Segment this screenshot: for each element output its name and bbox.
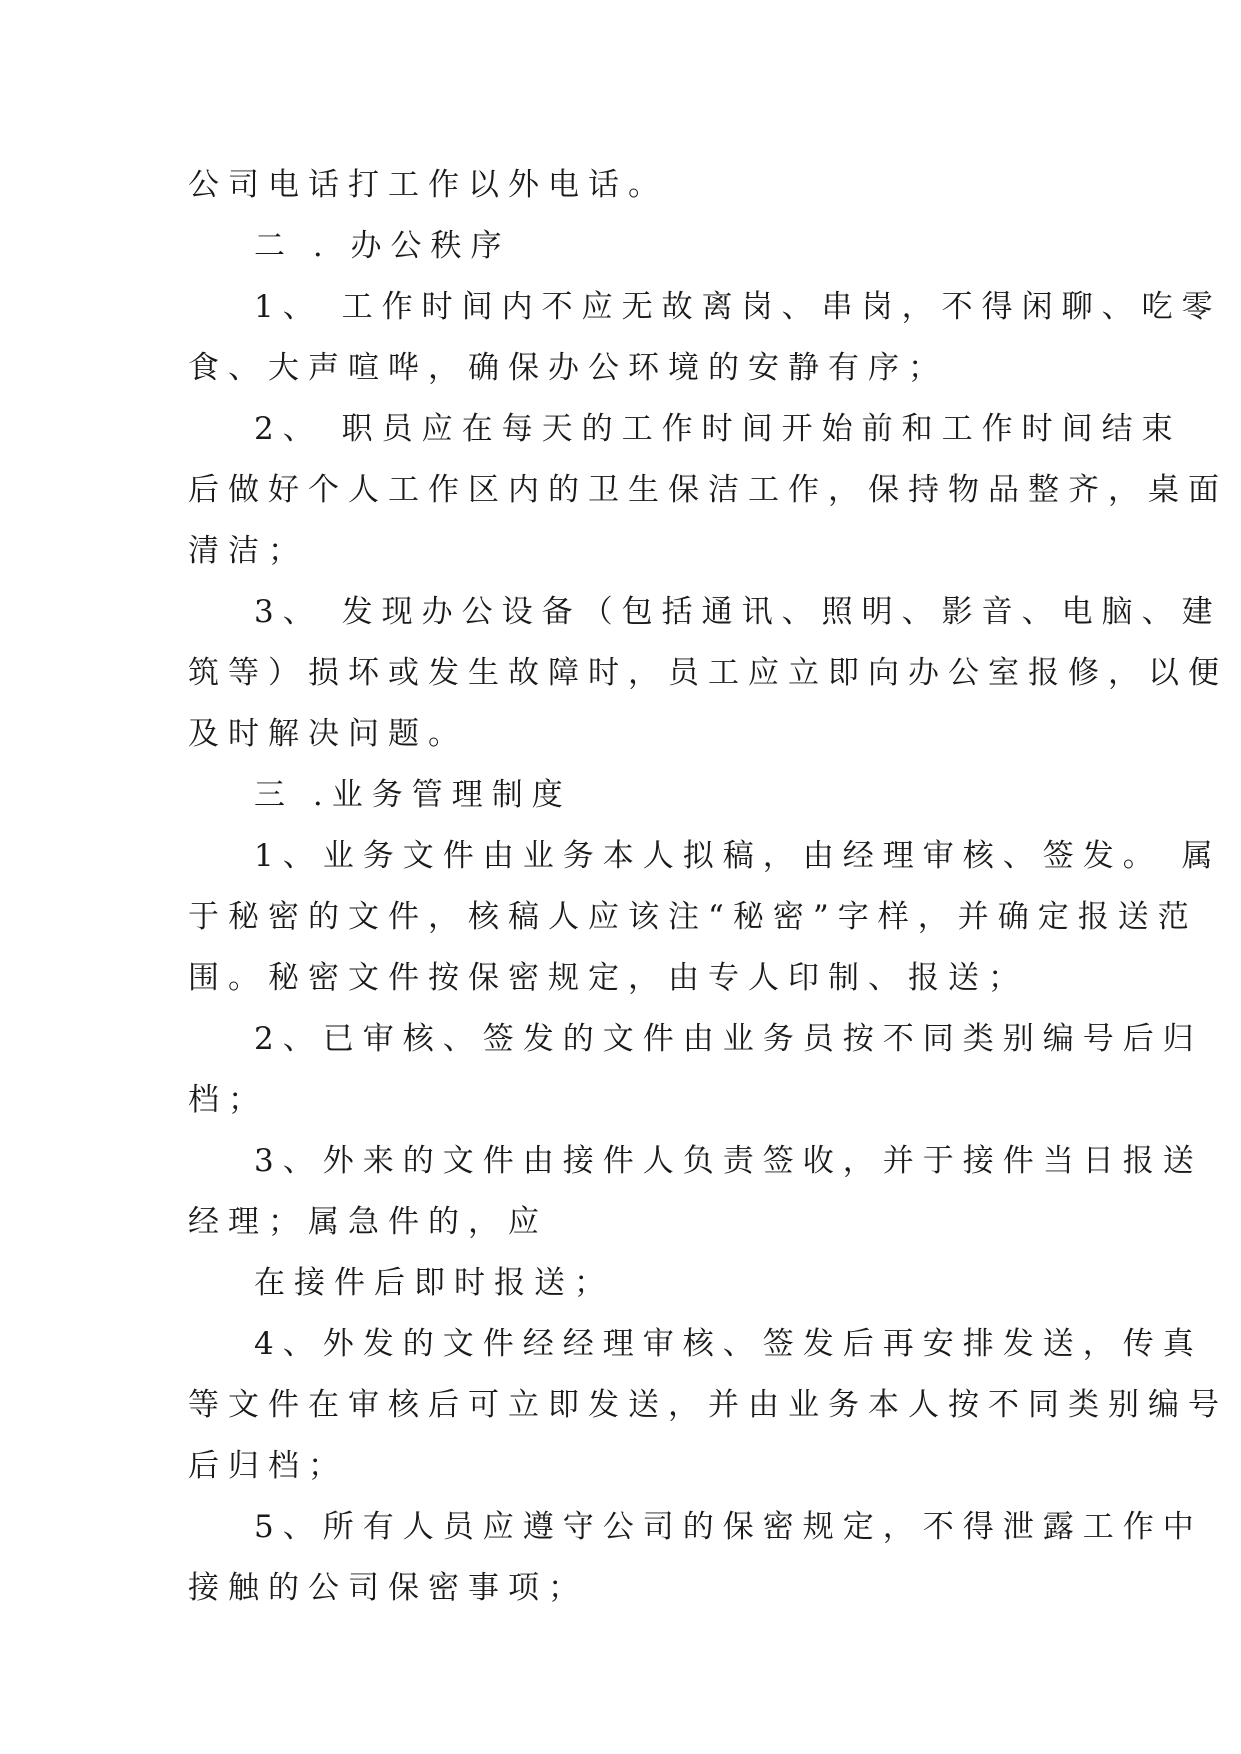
text-line: 1、 工作时间内不应无故离岗、串岗，不得闲聊、吃零 bbox=[254, 289, 1222, 325]
text-line: 后归档； bbox=[188, 1448, 348, 1484]
text-line: 等文件在审核后可立即发送，并由业务本人按不同类别编号 bbox=[188, 1387, 1228, 1423]
text-line: 围。秘密文件按保密规定，由专人印制、报送； bbox=[188, 960, 1028, 996]
section-heading: 二 . 办公秩序 bbox=[254, 228, 511, 264]
text-line: 5、所有人员应遵守公司的保密规定，不得泄露工作中 bbox=[254, 1509, 1203, 1545]
text-line: 及时解决问题。 bbox=[188, 716, 468, 752]
text-line: 接触的公司保密事项； bbox=[188, 1570, 588, 1606]
text-line: 2、 职员应在每天的工作时间开始前和工作时间结束 bbox=[254, 411, 1182, 447]
text-line: 1、业务文件由业务本人拟稿，由经理审核、签发。 属 bbox=[254, 838, 1222, 874]
text-line: 4、外发的文件经经理审核、签发后再安排发送，传真 bbox=[254, 1326, 1203, 1362]
text-line: 于秘密的文件，核稿人应该注“秘密”字样，并确定报送范 bbox=[188, 899, 1198, 935]
text-line: 3、 发现办公设备（包括通讯、照明、影音、电脑、建 bbox=[254, 594, 1222, 630]
text-line: 档； bbox=[188, 1082, 268, 1118]
text-line: 清洁； bbox=[188, 533, 308, 569]
text-line: 筑等）损坏或发生故障时，员工应立即向办公室报修，以便 bbox=[188, 655, 1228, 691]
section-heading: 三 .业务管理制度 bbox=[254, 777, 572, 813]
text-line: 后做好个人工作区内的卫生保洁工作，保持物品整齐，桌面 bbox=[188, 472, 1228, 508]
text-line: 公司电话打工作以外电话。 bbox=[188, 167, 668, 203]
text-line: 经理；属急件的，应 bbox=[188, 1204, 548, 1240]
text-line: 在接件后即时报送； bbox=[254, 1265, 614, 1301]
text-line: 3、外来的文件由接件人负责签收，并于接件当日报送 bbox=[254, 1143, 1203, 1179]
text-line: 2、已审核、签发的文件由业务员按不同类别编号后归 bbox=[254, 1021, 1203, 1057]
text-line: 食、大声喧哗，确保办公环境的安静有序； bbox=[188, 350, 948, 386]
